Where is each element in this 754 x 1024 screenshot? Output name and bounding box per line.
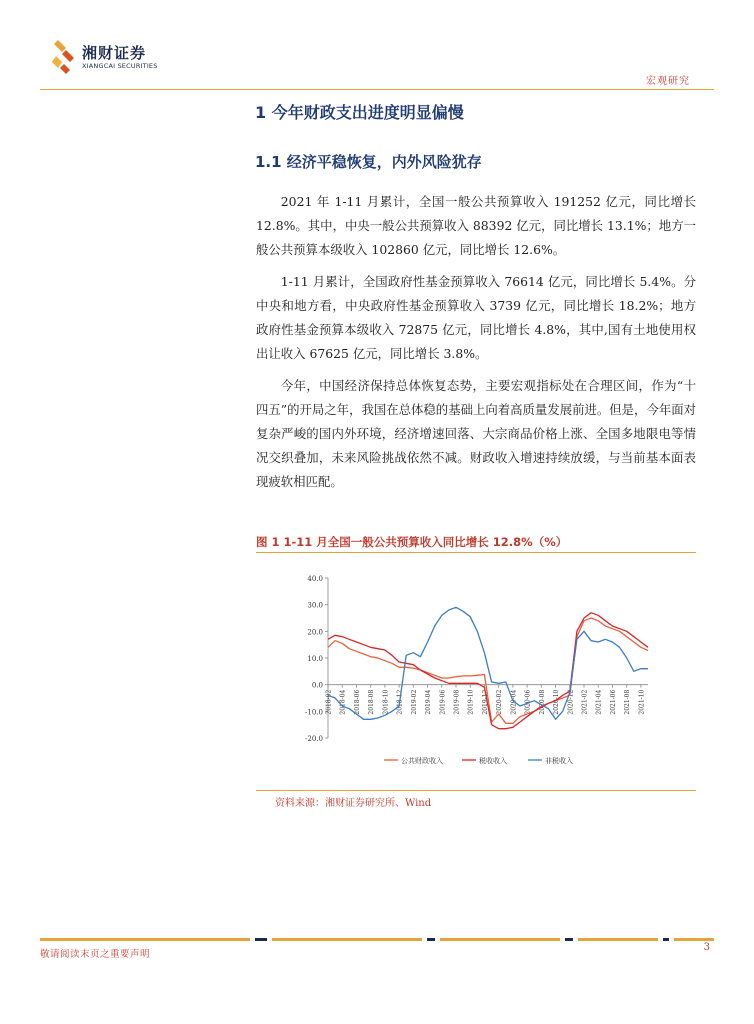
x-tick-label: 2019-06	[439, 689, 447, 715]
x-tick-label: 2020-06	[524, 689, 532, 715]
section-heading: 1 今年财政支出进度明显偏慢	[255, 103, 464, 122]
figure-top-rule	[256, 552, 696, 553]
y-tick-label: 40.0	[307, 575, 323, 583]
x-tick-label: 2021-10	[638, 689, 646, 715]
legend-label: 非税收入	[545, 757, 573, 765]
x-tick-label: 2019-04	[425, 689, 433, 715]
x-tick-label: 2021-02	[581, 689, 589, 715]
x-tick-label: 2018-06	[353, 689, 361, 715]
x-tick-label: 2020-12	[567, 689, 575, 715]
x-tick-label: 2020-02	[496, 689, 504, 715]
x-tick-label: 2018-08	[368, 689, 376, 715]
x-tick-label: 2021-06	[609, 689, 617, 715]
logo-chinese-name: 湘财证券	[82, 44, 147, 62]
paragraph: 2021 年 1-11 月累计，全国一般公共预算收入 191252 亿元，同比增长 12.8%。其中，中央一般公共预算收入 88392 亿元，同比增长 13.1%；地方一般公共预算本级收入 102860 亿元，同比增长 12.6%。	[256, 194, 696, 257]
y-tick-label: 30.0	[307, 601, 323, 610]
figure-source: 资料来源：湘财证券研究所、Wind	[275, 798, 432, 809]
x-tick-label: 2018-04	[339, 689, 347, 715]
x-tick-label: 2021-04	[595, 689, 603, 715]
footer-divider	[40, 938, 714, 941]
figure-bottom-rule	[256, 790, 696, 791]
figure-title: 图 1 1-11 月全国一般公共预算收入同比增长 12.8%（%）	[256, 535, 568, 549]
x-tick-label: 2020-10	[553, 689, 561, 715]
paragraph: 今年，中国经济保持总体恢复态势，主要宏观指标处在合理区间，作为“十四五”的开局之年，我国在总体稳的基础上向着高质量发展前进。但是，今年面对复杂严峻的国内外环境，经济增速回落、大宗商品价格上涨、全国多地限电等情况交织叠加，未来风险挑战依然不减。财政收入增速持续放缓，与当前基本面表现疲软相匹配。	[256, 378, 697, 489]
legend-label: 税收收入	[479, 757, 507, 765]
company-logo	[52, 36, 172, 76]
subsection-heading: 1.1 经济平稳恢复，内外风险犹存	[255, 153, 482, 171]
y-tick-label: -10.0	[305, 708, 323, 717]
y-tick-label: 0.0	[311, 681, 323, 690]
x-tick-label: 2020-04	[510, 689, 518, 715]
x-tick-label: 2018-02	[325, 689, 333, 715]
x-tick-label: 2018-12	[396, 689, 404, 715]
x-tick-label: 2019-12	[481, 689, 489, 715]
y-tick-label: 10.0	[307, 655, 323, 663]
report-category: 宏观研究	[646, 76, 690, 87]
revenue-growth-chart	[266, 560, 686, 780]
x-tick-label: 2019-02	[410, 689, 418, 715]
x-tick-label: 2021-08	[624, 689, 632, 715]
x-tick-label: 2020-08	[538, 689, 546, 715]
legend-label: 公共财政收入	[401, 757, 443, 765]
body-text	[256, 190, 696, 502]
logo-english-name: XIANGCAI SECURITIES	[82, 62, 158, 70]
header-divider	[40, 89, 714, 90]
company-logo-icon	[52, 38, 76, 74]
x-tick-label: 2019-10	[467, 689, 475, 715]
y-tick-label: 20.0	[307, 628, 323, 637]
page-number: 3	[703, 942, 710, 953]
x-tick-label: 2019-08	[453, 689, 461, 715]
paragraph: 1-11 月累计，全国政府性基金预算收入 76614 亿元，同比增长 5.4%。分中央和地方看，中央政府性基金预算收入 3739 亿元，同比增长 18.2%；地方政府性基金预算本级收入 72875 亿元，同比增长 4.8%，其中,国有土地使用权出让收入 67625 亿元，同比增长 3.8%。	[256, 274, 696, 361]
x-tick-label: 2018-10	[382, 689, 390, 715]
y-tick-label: -20.0	[305, 735, 323, 743]
footer-disclaimer: 敬请阅读末页之重要声明	[40, 949, 151, 960]
